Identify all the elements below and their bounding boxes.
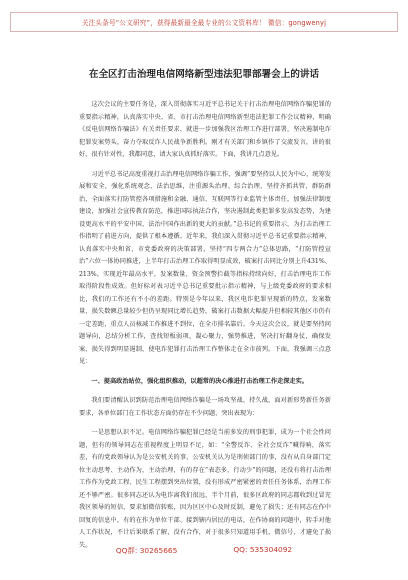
section-heading-1: 一、提高政治站位，强化组织推动，以超常的决心推进打击治理工作走深走实。 <box>91 377 308 385</box>
document-title: 在全区打击治理电信网络新型违法犯罪部署会上的讲话 <box>88 69 320 80</box>
paragraph-problems: 我们要清醒认识到防范治理电信网络诈骗是一场攻坚战、持久战，面对新形势新任务新要求，各单位部门在工作状态方面仍存在不少问题，突出表现为： <box>79 397 331 417</box>
paragraph-point-1: 一是思想认识不足。电信网络诈骗犯罪已经是当前多发的刑事犯罪，成为一个社会性问题，但有的领导同志在重视程度上明显不足，如：“全警反诈、全社会反诈”喊得响，落实差，有的党政领导认为是公安机关的事，公安机关认为是刑侦部门的事，没有从自身部门定位主动思考、主动作为，主动治理，有的存在“表态多，行动少”的问题，还没有将打击治理工作作为党政工程、民生工程摆到突出位置，没有形成严密紧密的责任任务体系，治理工作还不够严密。很多同志还认为电诈离我们很远，半个月前，很多区政府的同志都收到过冒充我区领导的短信，要求加微信转账，因为区区中心及时反制，避免了损失；还有同志在作中回复的信息中，有的在作为单位干部、接到辖内居民的电话，在作协商的问题中，转手对他人工作状况，不计后果联系了解，没有合作，对于很多只知道用手机、微信号，才避免了损失。 <box>79 429 331 549</box>
paragraph-background: 习近平总书记高度重视打击治理电信网络诈骗工作，强调“要坚持以人民为中心，统筹发展和安全，强化系统观念、法治思维，注重源头治理、综合治理，坚持齐抓共管、群防群治，全面落实打防管控各项措施和金融、通信、互联网等行业监管主体责任，加强法律制度建设，加强社会宣传教育防范，推进国际执法合作，坚决遏制此类犯罪多发高发态势，为建设更高水平的平安中国、法治中国作出新的更大的贡献。”总书记的重要指示，为打击治理工作指明了前进方向，提供了根本遵循。近年来，我们深入贯彻习近平总书记重要指示精神，认真落实中央和省、市党委政府的决策部署，坚持“四专两合力”总体思路，“打防管控宣治”六位一体协同推进，上半年打击治理工作取得明显成效，破案打击同比分别上升431%、213%，实现近年最高水平，发案数量、资金预警拦截等指标持续向好，打击治理电诈工作取得阶段性成效。但好标对表习近平总书记重要批示指示精神，与上级党委政府的要求相比，我们的工作还有不小的差距。特别是今年以来，我区电诈犯罪呈现新的特点，发案数量、损失数额总量较少但仍呈现同比增长趋势，破案打击数据大幅提升但相较其他区市仍有一定差距，重点人员核减工作推进不到位，在全市排名靠后。今天这次会议，就是要坚持问题导向，总结分析工作，查找短板弱项，凝心聚力，强势推进，坚决打好翻身仗，确保发案、损失得到明显遏制，使电诈犯罪打击治理工作整体走在全市前列。下面，我强调三点意见： <box>79 170 331 365</box>
page-footer <box>0 545 408 556</box>
paragraph-intro: 这次会议的主要任务是，深入贯彻落实习近平总书记关于打击治理电信网络诈骗犯罪的重要指示精神，认真落实中央、省、市打击治理电信网络新型违法犯罪工作会议精神，明确《反电信网络诈骗法》有关责任要求，就进一步加强我区治理工作进行部署，坚决遏制电诈犯罪发案势头，奋力夺取反诈人民战争新胜利。刚才有关部门和乡镇作了交流发言，讲的很好，很有针对性，我都同意，请大家认真抓好落实。下面，我讲几点意见。 <box>79 101 331 158</box>
footer-qq-group: QQ群: 30265665 <box>115 546 178 555</box>
promo-banner-text: 关注头条号“公文研究”，获得最新最全最专业的公文资料库！ 微信：gongwenyj <box>81 19 327 27</box>
footer-qq: QQ: 535304092 <box>233 545 293 554</box>
document-body <box>79 99 331 559</box>
promo-banner <box>10 12 398 32</box>
